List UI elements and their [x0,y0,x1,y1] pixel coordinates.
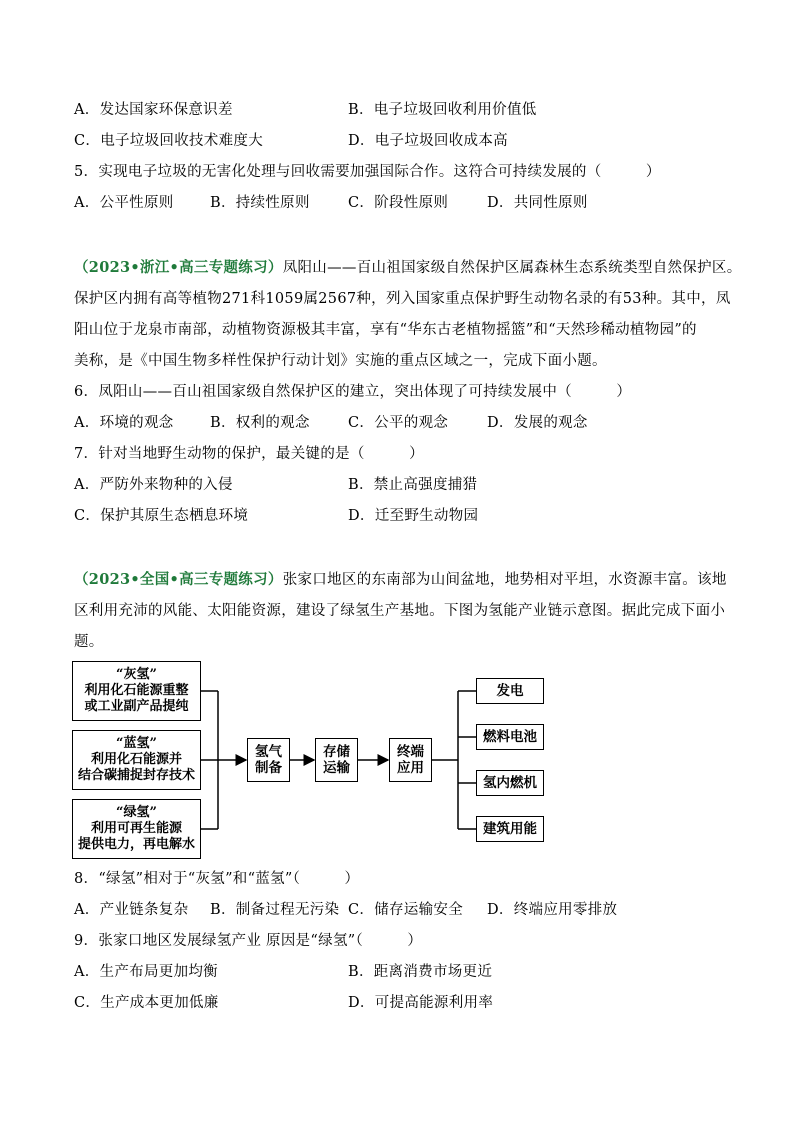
passage2-line2: 保护区内拥有高等植物271科1059属2567种，列入国家重点保护野生动物名录的有53种。其中，凤 [74,291,731,307]
q7-option-d: D．迁至野生动物园 [348,508,479,524]
passage3-text1: 张家口地区的东南部为山间盆地，地势相对平坦，水资源丰富。该地 [282,572,727,588]
q5-option-b: B．持续性原则 [210,195,310,211]
green-hydrogen-line2: 提供电力，再电解水 [77,837,195,852]
gray-hydrogen-line2: 或工业副产品提纯 [84,699,189,714]
q8-option-c: C．储存运输安全 [348,902,463,918]
gray-hydrogen-line1: 利用化石能源重整 [84,683,189,698]
blue-hydrogen-line2: 结合碳捕捉封存技术 [77,768,195,783]
production-line2: 制备 [255,760,282,776]
passage2-text1: 凤阳山——百山祖国家级自然保护区属森林生态系统类型自然保护区。 [282,260,742,276]
blue-hydrogen-title: “蓝氢” [116,736,157,751]
q4-option-c: C．电子垃圾回收技术难度大 [74,133,263,149]
q9-option-a: A．生产布局更加均衡 [74,964,218,980]
gray-hydrogen-title: “灰氢” [116,667,157,682]
passage3-source: （2023•全国•高三专题练习） [74,571,283,588]
q9-stem: 9．张家口地区发展绿氢产业 原因是“绿氢”（ ） [74,933,423,949]
q5-option-a: A．公平性原则 [74,195,174,211]
production-line1: 氢气 [255,744,282,760]
q8-stem: 8．“绿氢”相对于“灰氢”和“蓝氢”（ ） [74,871,360,887]
q6-option-c: C．公平的观念 [348,415,449,431]
q9-option-b: B．距离消费市场更近 [348,964,493,980]
q4-option-d: D．电子垃圾回收成本高 [348,133,508,149]
passage3-line2: 区利用充沛的风能、太阳能资源，建设了绿氢生产基地。下图为氢能产业链示意图。据此完成下面小 [74,603,726,619]
q4-option-a: A．发达国家环保意识差 [74,102,233,118]
output-engine-box: 氢内燃机 [476,770,544,796]
q7-stem: 7．针对当地野生动物的保护，最关键的是（ ） [74,446,424,462]
q5-stem: 5．实现电子垃圾的无害化处理与回收需要加强国际合作。这符合可持续发展的（ ） [74,164,661,180]
q9-option-c: C．生产成本更加低廉 [74,995,219,1011]
green-hydrogen-box [72,799,201,859]
q7-option-a: A．严防外来物种的入侵 [74,477,233,493]
passage3-line3: 题。 [74,634,104,650]
gray-hydrogen-box [72,661,201,721]
q5-option-d: D．共同性原则 [487,195,588,211]
q6-stem: 6．凤阳山——百山祖国家级自然保护区的建立，突出体现了可持续发展中（ ） [74,384,632,400]
blue-hydrogen-box [72,730,201,790]
q5-option-c: C．阶段性原则 [348,195,449,211]
q7-option-c: C．保护其原生态栖息环境 [74,508,249,524]
application-box [389,738,432,782]
storage-line1: 存储 [323,744,350,760]
q9-option-d: D．可提高能源利用率 [348,995,494,1011]
passage2-line4: 美称，是《中国生物多样性保护行动计划》实施的重点区域之一，完成下面小题。 [74,353,607,369]
q6-option-a: A．环境的观念 [74,415,174,431]
q6-option-d: D．发展的观念 [487,415,588,431]
q8-option-a: A．产业链条复杂 [74,902,189,918]
q8-option-b: B．制备过程无污染 [210,902,340,918]
q8-options [74,900,617,920]
output-building-box: 建筑用能 [476,816,544,842]
q7-option-b: B．禁止高强度捕猎 [348,477,478,493]
output-fuel-cell-box: 燃料电池 [476,724,544,750]
green-hydrogen-title: “绿氢” [116,805,157,820]
output-power-box: 发电 [476,678,544,704]
q6-option-b: B．权利的观念 [210,415,310,431]
blue-hydrogen-line1: 利用化石能源并 [90,752,182,767]
green-hydrogen-line1: 利用可再生能源 [90,821,182,836]
q8-option-d: D．终端应用零排放 [487,902,618,918]
passage2-source: （2023•浙江•高三专题练习） [74,259,283,276]
application-line2: 应用 [397,760,424,776]
passage2-line3: 阳山位于龙泉市南部，动植物资源极其丰富，享有“华东古老植物摇篮”和“天然珍稀动植物园”的 [74,322,697,338]
q4-option-b: B．电子垃圾回收利用价值低 [348,102,537,118]
storage-line2: 运输 [323,760,350,776]
storage-box [315,738,358,782]
application-line1: 终端 [397,744,424,760]
production-box [247,738,290,782]
